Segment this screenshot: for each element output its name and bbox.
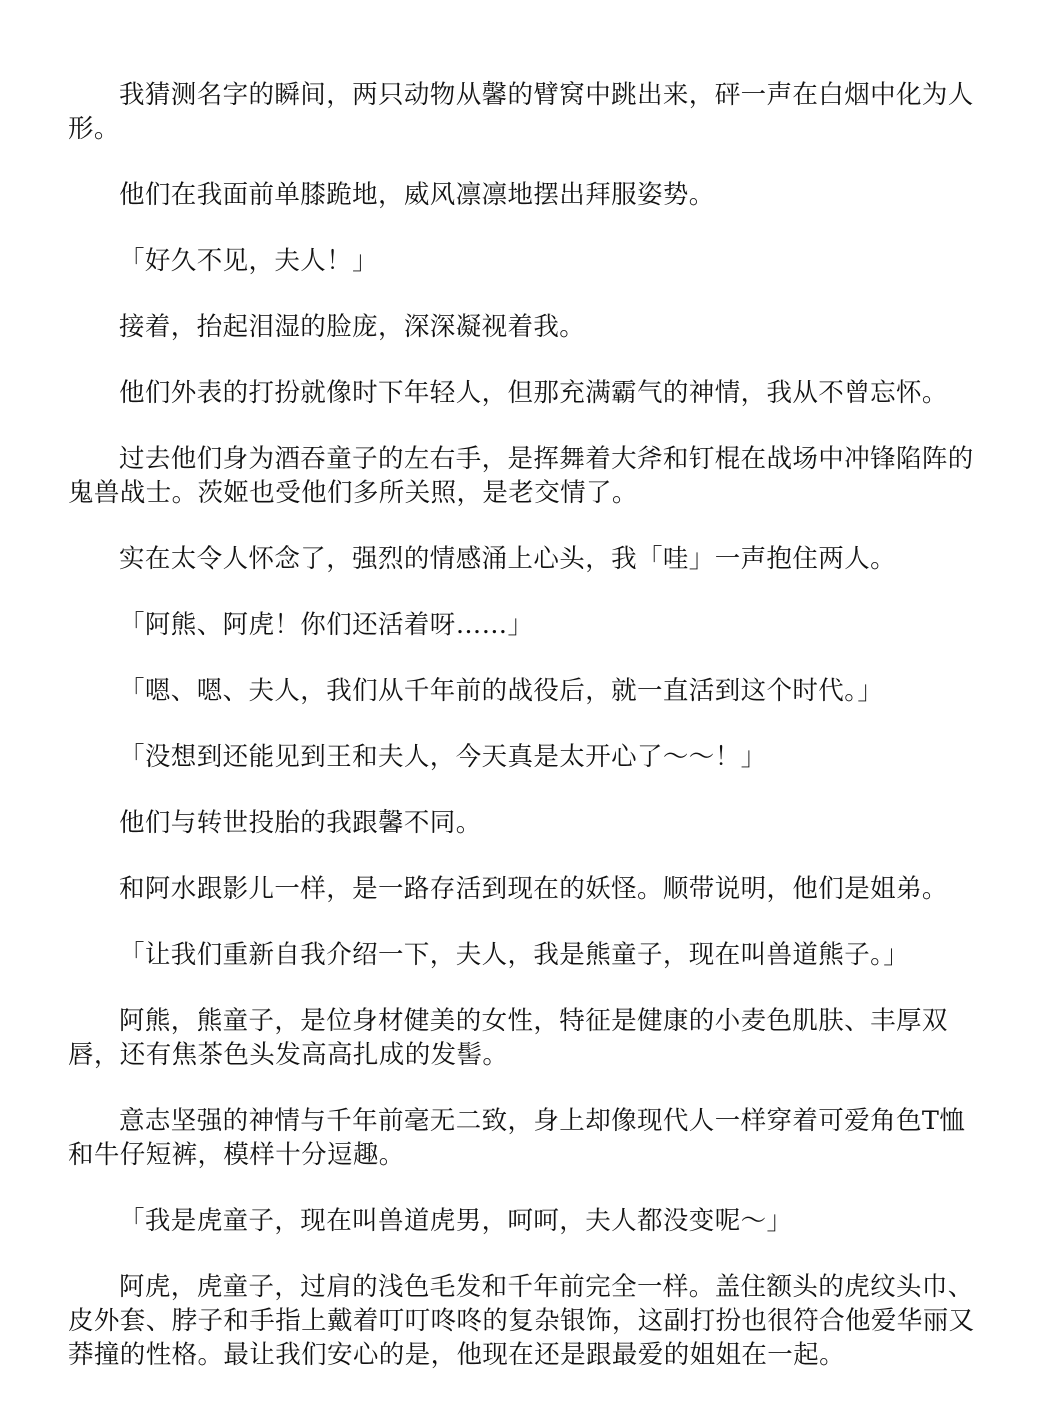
paragraph: 他们与转世投胎的我跟馨不同。: [119, 808, 482, 838]
paragraph: 接着，抬起泪湿的脸庞，深深凝视着我。: [119, 312, 586, 342]
body-text: [68, 78, 978, 1404]
paragraph: 「我是虎童子，现在叫兽道虎男，呵呵，夫人都没变呢～」: [119, 1206, 793, 1236]
paragraph: 我猜测名字的瞬间，两只动物从馨的臂窝中跳出来，砰一声在白烟中化为人形。: [68, 80, 974, 144]
paragraph: 「让我们重新自我介绍一下，夫人，我是熊童子，现在叫兽道熊子。」: [119, 940, 910, 970]
paragraph: 实在太令人怀念了，强烈的情感涌上心头，我「哇」一声抱住两人。: [119, 544, 897, 574]
paragraph: 阿熊，熊童子，是位身材健美的女性，特征是健康的小麦色肌肤、丰厚双唇，还有焦茶色头发高高扎成的发髻。: [68, 1006, 948, 1070]
paragraph: 和阿水跟影儿一样，是一路存活到现在的妖怪。顺带说明，他们是姐弟。: [119, 874, 948, 904]
paragraph: 意志坚强的神情与千年前毫无二致，身上却像现代人一样穿着可爱角色T恤和牛仔短裤，模样十分逗趣。: [68, 1106, 966, 1170]
paragraph: 他们在我面前单膝跪地，威风凛凛地摆出拜服姿势。: [119, 180, 715, 210]
paragraph: 阿虎，虎童子，过肩的浅色毛发和千年前完全一样。盖住额头的虎纹头巾、皮外套、脖子和手指上戴着叮叮咚咚的复杂银饰，这副打扮也很符合他爱华丽又莽撞的性格。最让我们安心的是，他现在还是跟最爱的姐姐在一起。: [68, 1272, 975, 1370]
paragraph: 「阿熊、阿虎！你们还活着呀……」: [119, 610, 534, 640]
paragraph: 他们外表的打扮就像时下年轻人，但那充满霸气的神情，我从不曾忘怀。: [119, 378, 948, 408]
paragraph: 「嗯、嗯、夫人，我们从千年前的战役后，就一直活到这个时代。」: [119, 676, 884, 706]
paragraph: 「没想到还能见到王和夫人，今天真是太开心了～～！」: [119, 742, 767, 772]
paragraph: 「好久不见，夫人！」: [119, 246, 379, 276]
paragraph: 过去他们身为酒吞童子的左右手，是挥舞着大斧和钉棍在战场中冲锋陷阵的鬼兽战士。茨姬也受他们多所关照，是老交情了。: [68, 444, 974, 508]
